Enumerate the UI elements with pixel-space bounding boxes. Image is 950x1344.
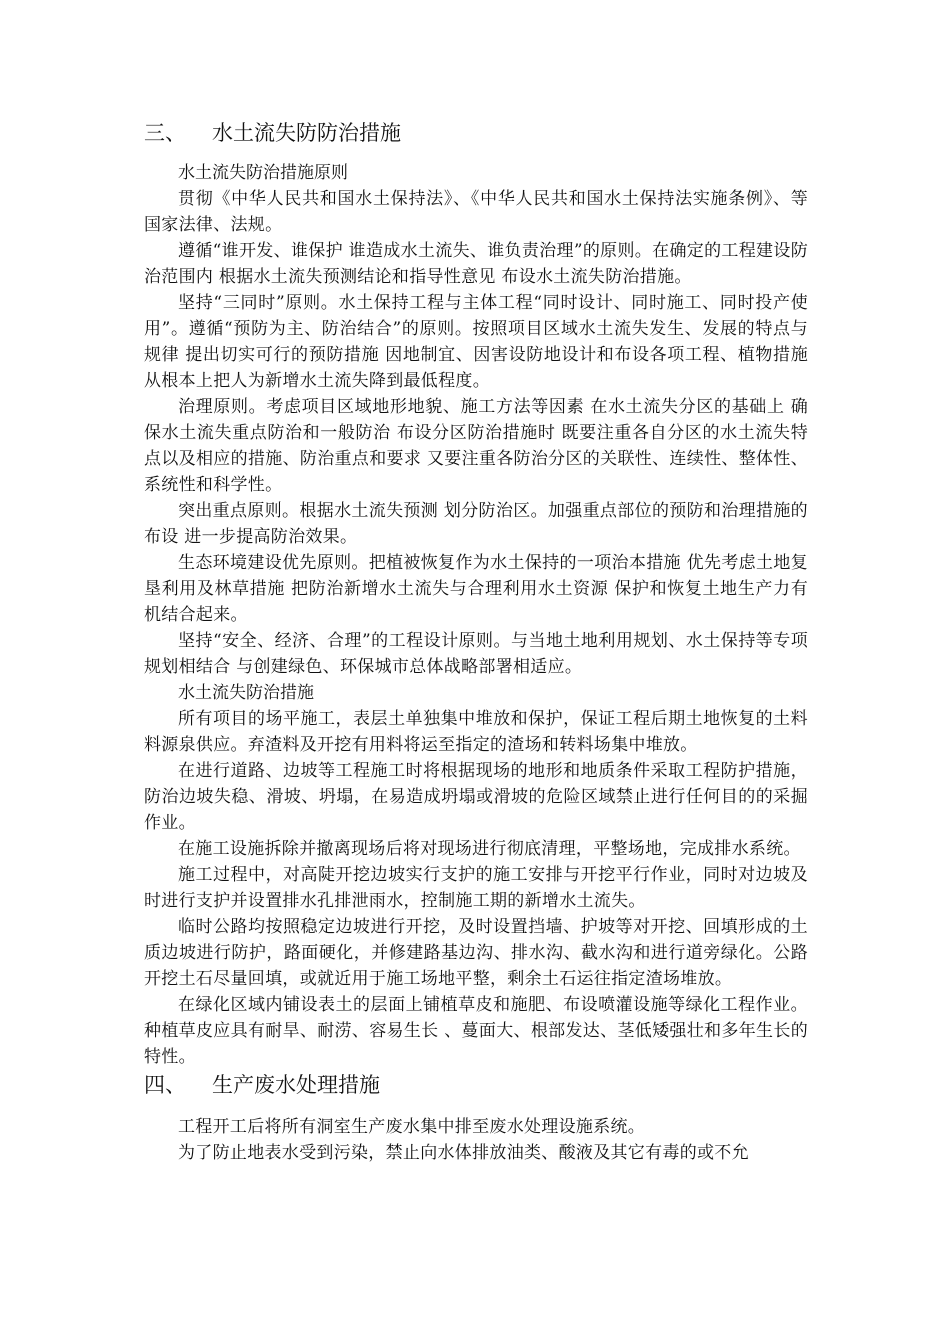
measure-paragraph: 所有项目的场平施工，表层土单独集中堆放和保护，保证工程后期土地恢复的土料料源泉供应。弃渣料及开挖有用料将运至指定的渣场和转料场集中堆放。: [144, 709, 808, 755]
principles-subheading: 水土流失防治措施原则: [178, 163, 348, 183]
section-4-heading: [144, 1070, 808, 1100]
measure-paragraph: 临时公路均按照稳定边坡进行开挖，及时设置挡墙、护坡等对开挖、回填形成的土质边坡进行防护，路面硬化，并修建路基边沟、排水沟、截水沟和进行道旁绿化。公路开挖土石尽量回填，或就近用于施工场地平整，剩余土石运往指定渣场堆放。: [144, 917, 808, 989]
section-3-heading: [144, 118, 808, 148]
principle-paragraph: 治理原则。考虑项目区域地形地貌、施工方法等因素 在水土流失分区的基础上 确保水土流失重点防治和一般防治 布设分区防治措施时 既要注重各自分区的水土流失特点以及相应的措施、防治重点和要求 又要注重各防治分区的关联性、连续性、整体性、系统性和科学性。: [144, 397, 808, 495]
wastewater-paragraph: 为了防止地表水受到污染，禁止向水体排放油类、酸液及其它有毒的或不允: [178, 1143, 749, 1163]
measure-paragraph: 施工过程中，对高陡开挖边坡实行支护的施工安排与开挖平行作业，同时对边坡及时进行支护并设置排水孔排泄雨水，控制施工期的新增水土流失。: [144, 865, 808, 911]
principle-paragraph: 贯彻《中华人民共和国水土保持法》、《中华人民共和国水土保持法实施条例》、等国家法律、法规。: [144, 189, 808, 235]
measures-subheading: 水土流失防治措施: [178, 683, 314, 703]
principle-paragraph: 遵循“谁开发、谁保护 谁造成水土流失、谁负责治理”的原则。在确定的工程建设防治范围内 根据水土流失预测结论和指导性意见 布设水土流失防治措施。: [144, 241, 808, 287]
principle-paragraph: 坚持“三同时”原则。水土保持工程与主体工程“同时设计、同时施工、同时投产使用”。遵循“预防为主、防治结合”的原则。按照项目区域水土流失发生、发展的特点与规律 提出切实可行的预防措施 因地制宜、因害设防地设计和布设各项工程、植物措施 从根本上把人为新增水土流失降到最低程度。: [144, 293, 808, 391]
document-page: [144, 118, 808, 1166]
principle-paragraph: 突出重点原则。根据水土流失预测 划分防治区。加强重点部位的预防和治理措施的布设 进一步提高防治效果。: [144, 501, 808, 547]
measure-paragraph: 在进行道路、边坡等工程施工时将根据现场的地形和地质条件采取工程防护措施，防治边坡失稳、滑坡、坍塌，在易造成坍塌或滑坡的危险区域禁止进行任何目的的采掘作业。: [144, 761, 808, 833]
measure-paragraph: 在绿化区域内铺设表土的层面上铺植草皮和施肥、布设喷灌设施等绿化工程作业。种植草皮应具有耐旱、耐涝、容易生长 、蔓面大、根部发达、茎低矮强壮和多年生长的特性。: [144, 995, 808, 1067]
section-3-number: 三、: [144, 121, 186, 145]
section-3-title: 水土流失防防治措施: [212, 121, 401, 145]
principle-paragraph: 坚持“安全、经济、合理”的工程设计原则。与当地土地利用规划、水土保持等专项规划相结合 与创建绿色、环保城市总体战略部署相适应。: [144, 631, 808, 677]
section-4-title: 生产废水处理措施: [212, 1073, 380, 1097]
wastewater-paragraph: 工程开工后将所有洞室生产废水集中排至废水处理设施系统。: [178, 1117, 646, 1137]
section-4-number: 四、: [144, 1073, 186, 1097]
measure-paragraph: 在施工设施拆除并撤离现场后将对现场进行彻底清理，平整场地，完成排水系统。: [178, 839, 801, 859]
principle-paragraph: 生态环境建设优先原则。把植被恢复作为水土保持的一项治本措施 优先考虑土地复垦利用及林草措施 把防治新增水土流失与合理利用水土资源 保护和恢复土地生产力有机结合起来。: [144, 553, 808, 625]
